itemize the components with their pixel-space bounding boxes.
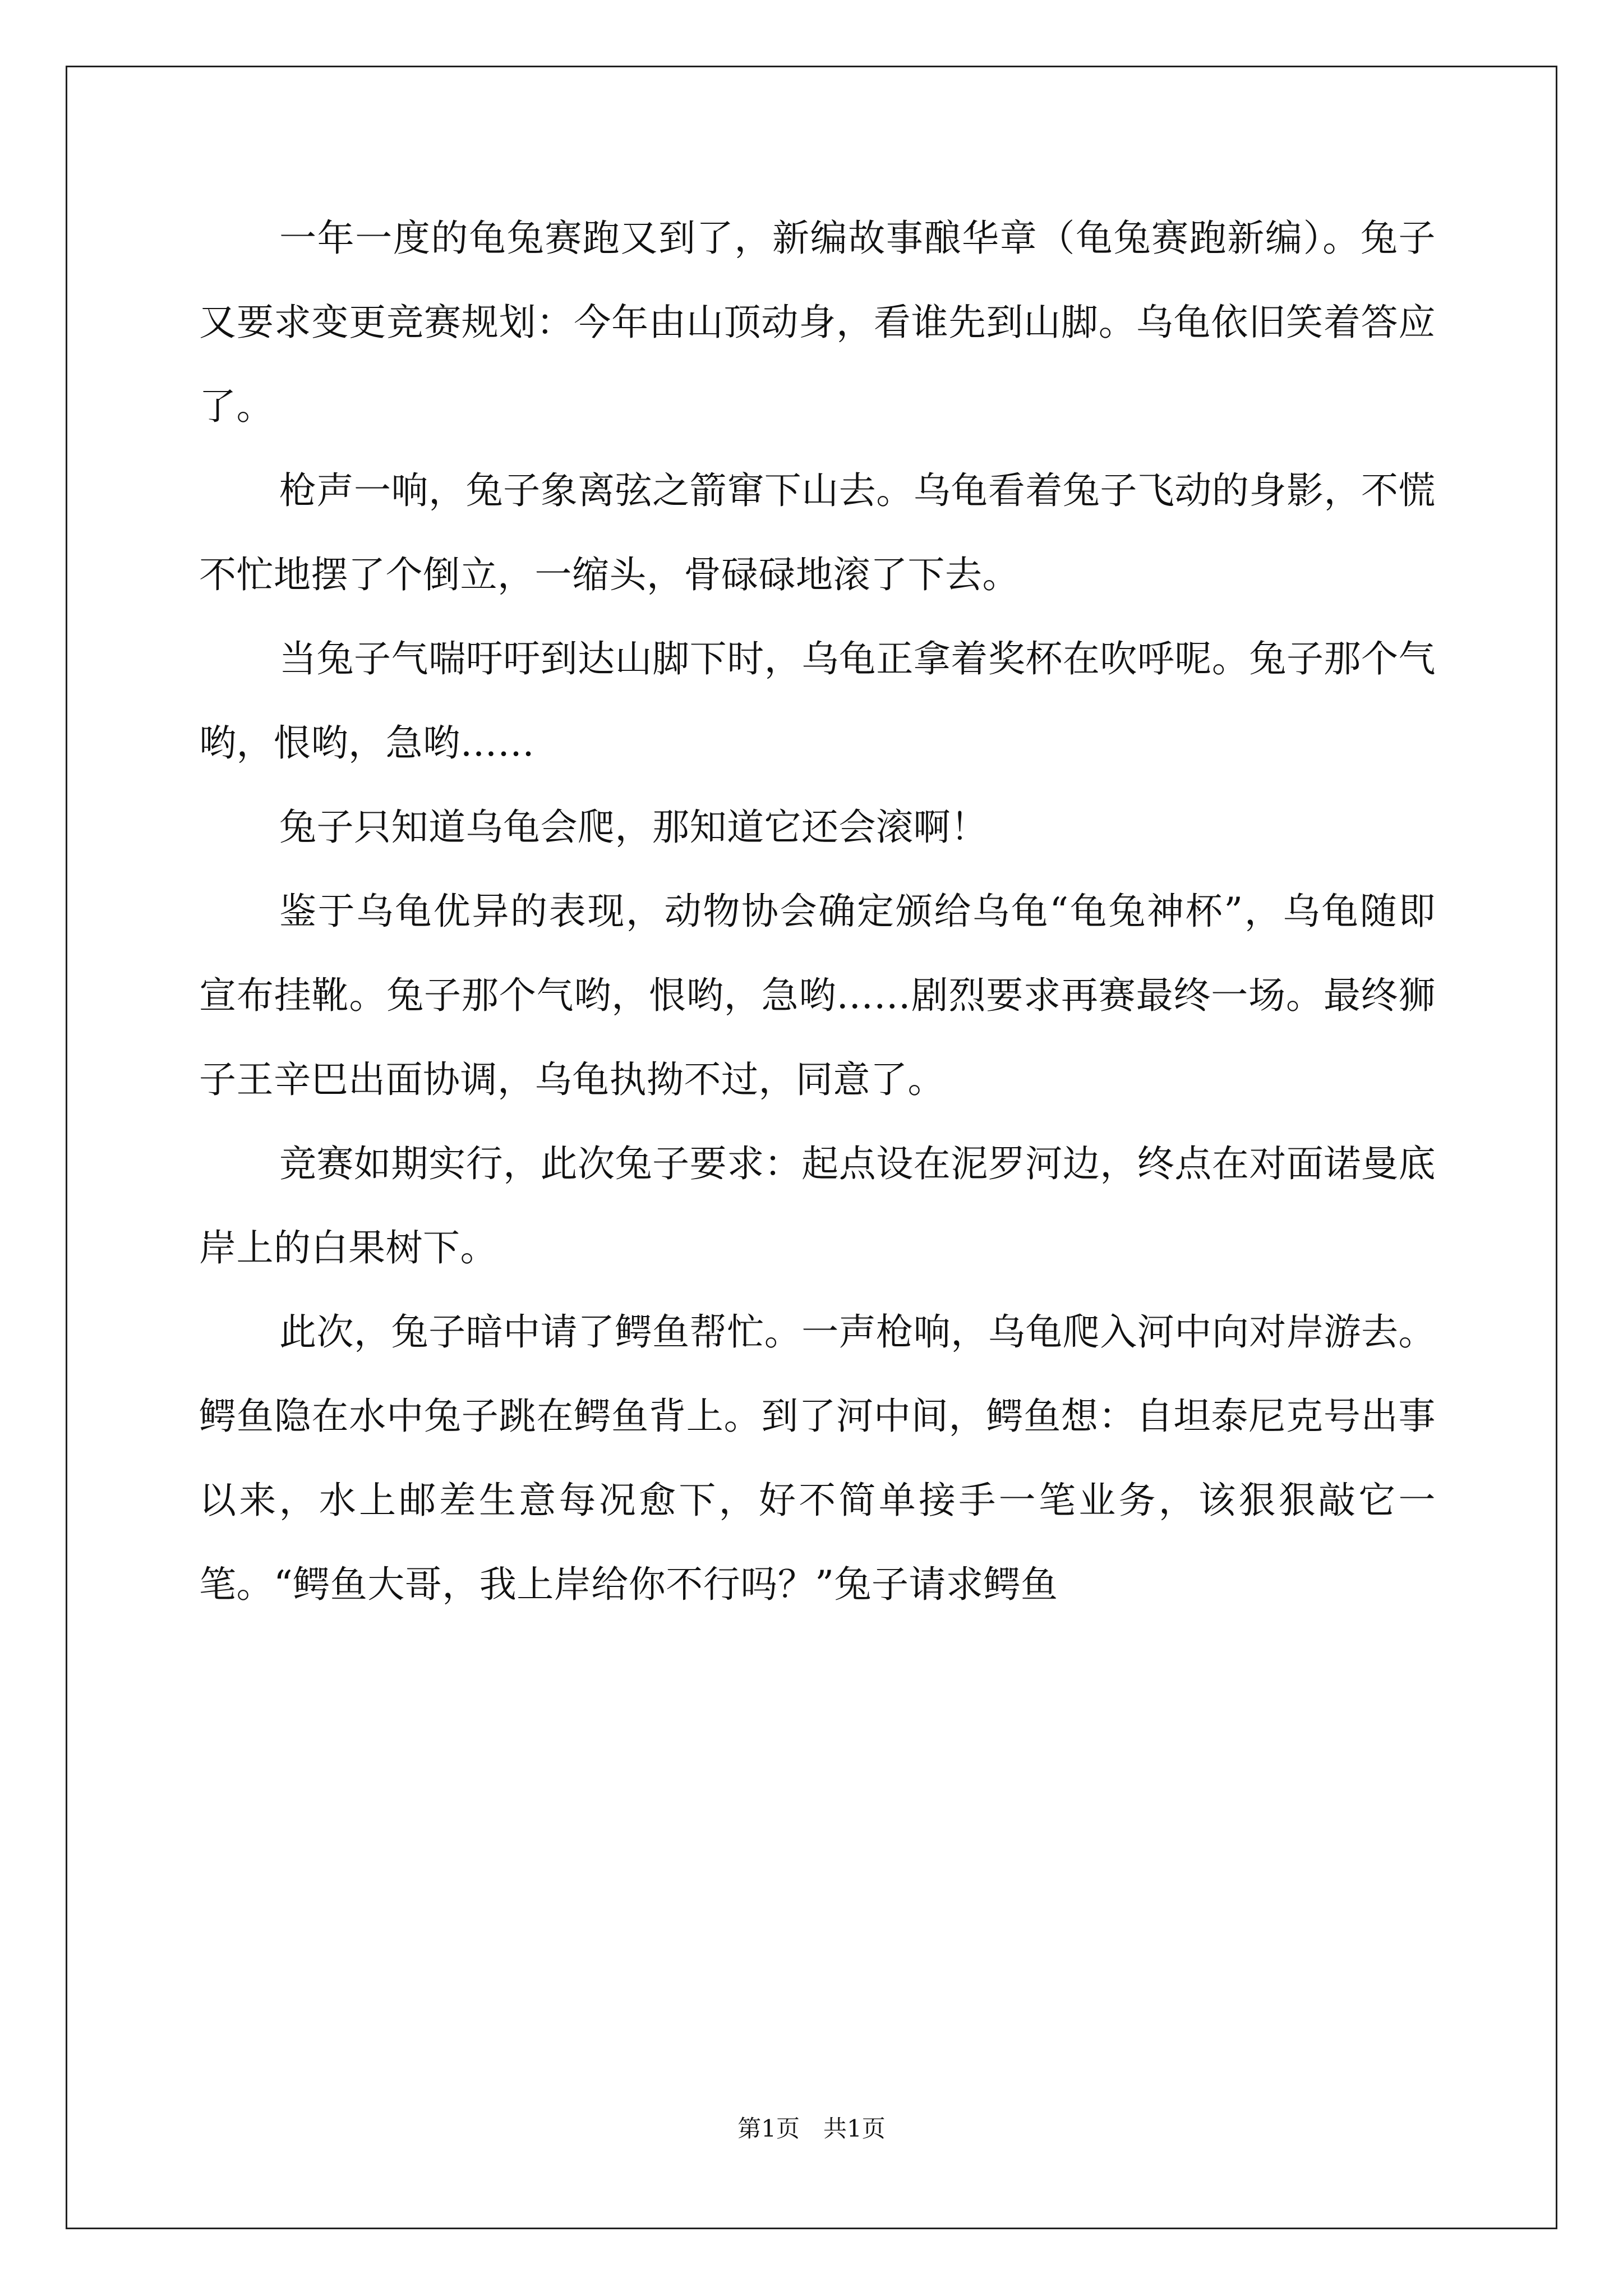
paragraph: 一年一度的龟兔赛跑又到了，新编故事酿华章（龟兔赛跑新编）。兔子又要求变更竞赛规划：今年由山顶动身，看谁先到山脚。乌龟依旧笑着答应了。 [199, 217, 1436, 428]
paragraph: 枪声一响，兔子象离弦之箭窜下山去。乌龟看着兔子飞动的身影，不慌不忙地摆了个倒立，一缩头，骨碌碌地滚了下去。 [199, 469, 1436, 596]
paragraph: 鉴于乌龟优异的表现，动物协会确定颁给乌龟“龟兔神杯”，乌龟随即宣布挂靴。兔子那个气哟，恨哟，急哟……剧烈要求再赛最终一场。最终狮子王辛巴出面协调，乌龟执拗不过，同意了。 [199, 890, 1436, 1101]
page-number-label: 第1页 共1页 [737, 2115, 886, 2142]
paragraph: 当兔子气喘吁吁到达山脚下时，乌龟正拿着奖杯在吹呼呢。兔子那个气哟，恨哟，急哟…… [199, 637, 1436, 765]
paragraph: 此次，兔子暗中请了鳄鱼帮忙。一声枪响，乌龟爬入河中向对岸游去。鳄鱼隐在水中兔子跳在鳄鱼背上。到了河中间，鳄鱼想：自坦泰尼克号出事以来，水上邮差生意每况愈下，好不简单接手一笔业务，该狠狠敲它一笔。“鳄鱼大哥，我上岸给你不行吗？”兔子请求鳄鱼 [199, 1310, 1436, 1606]
paragraph: 兔子只知道乌龟会爬，那知道它还会滚啊！ [279, 806, 988, 849]
document-body [199, 196, 1436, 1627]
page-footer [0, 2112, 1623, 2146]
paragraph: 竞赛如期实行，此次兔子要求：起点设在泥罗河边，终点在对面诺曼底岸上的白果树下。 [199, 1142, 1436, 1269]
